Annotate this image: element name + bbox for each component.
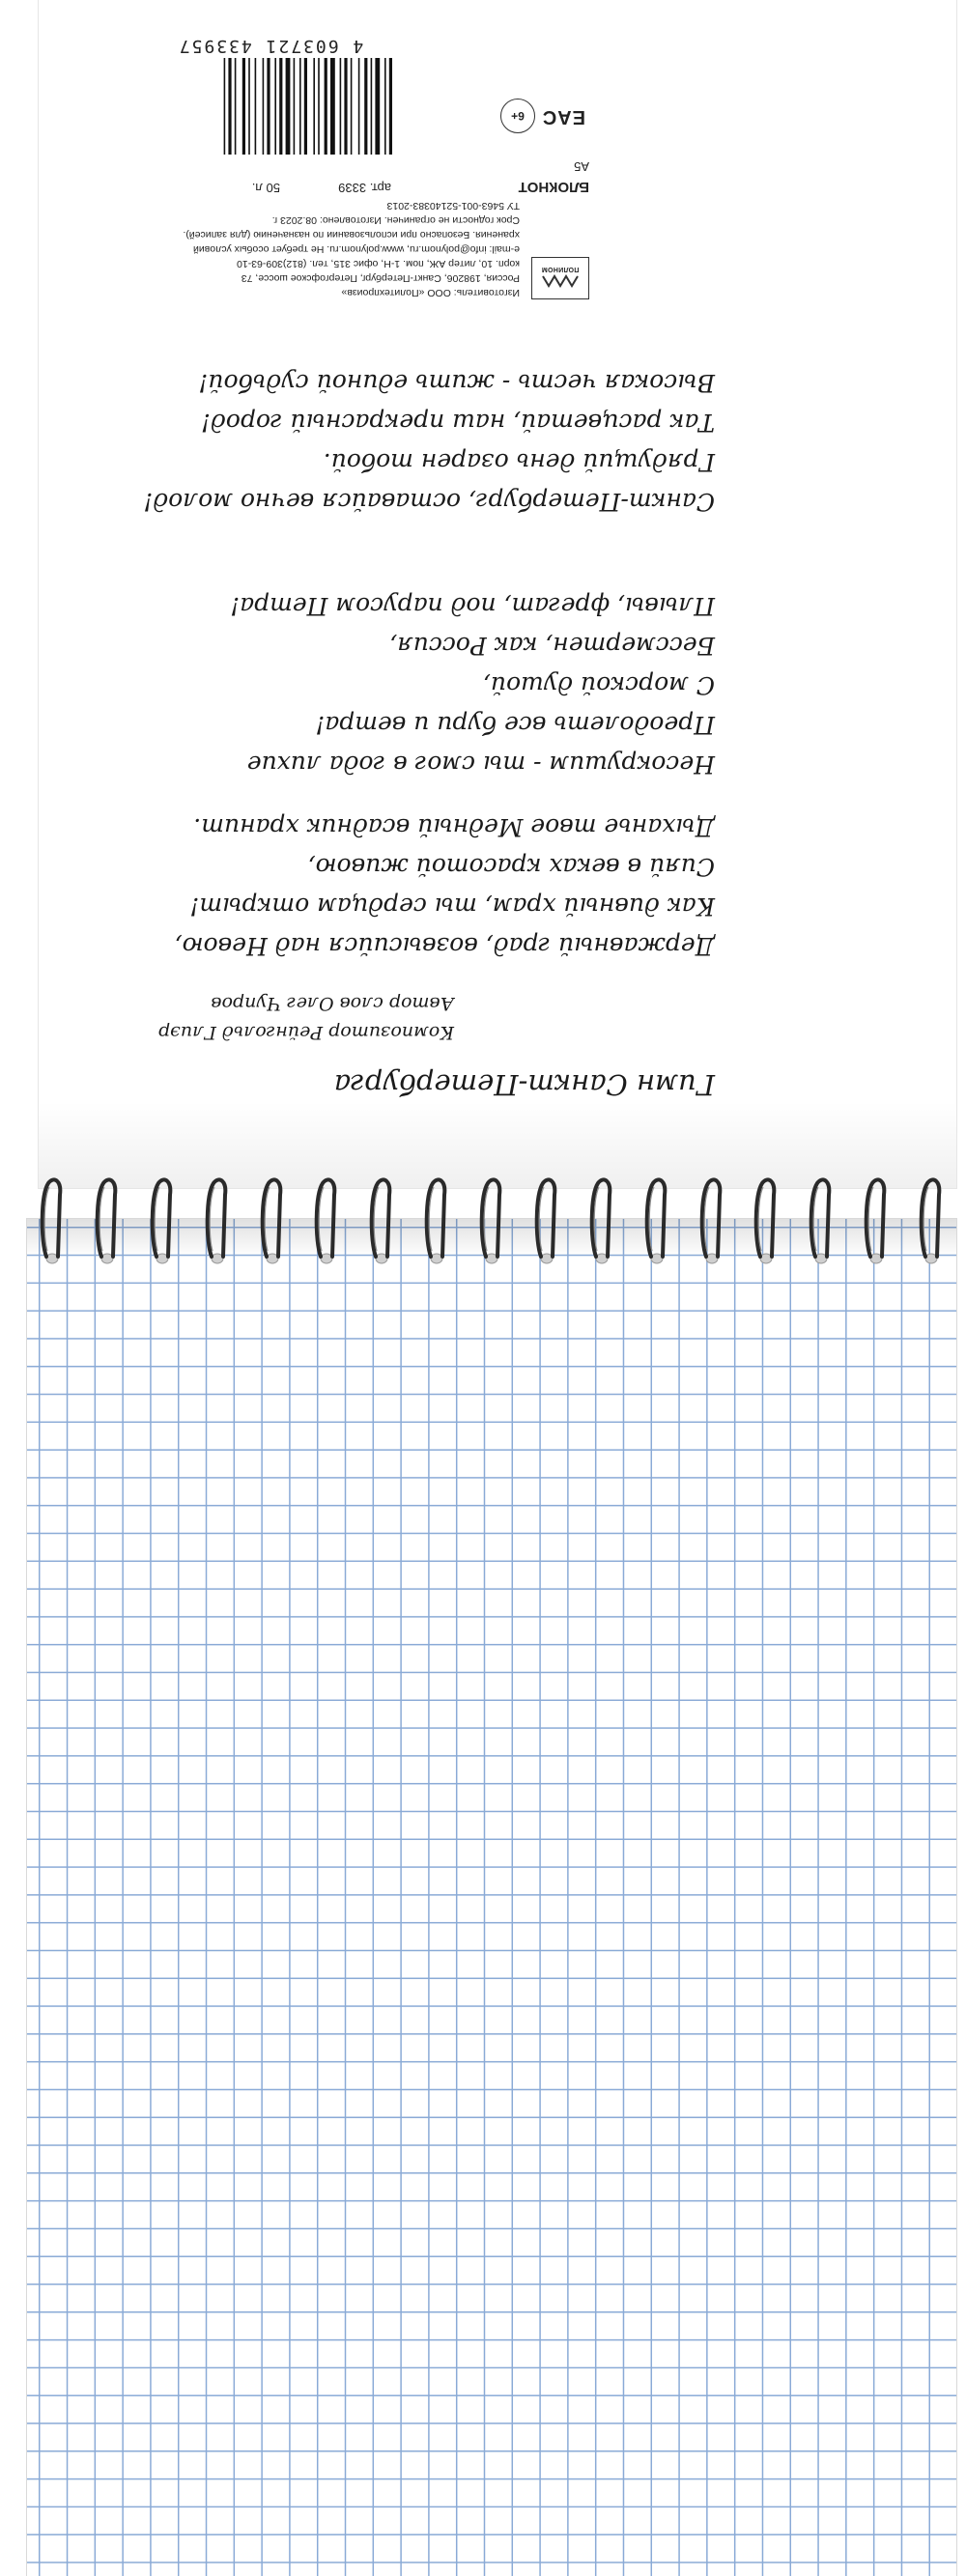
- spiral-ring: [641, 1174, 670, 1280]
- spiral-ring: [531, 1174, 560, 1280]
- spiral-ring: [476, 1174, 505, 1280]
- age-rating-badge: 6+: [500, 99, 535, 133]
- manufacturer-line: корп. 10, литер АЖ, пом. 1-Н, офис 315, тел. (812)309-63-10: [237, 258, 520, 269]
- brand-logo-text: ПОЛИНОМ: [541, 266, 580, 273]
- manufacturer-line: Изготовитель: ООО «Политехпроизв»: [341, 287, 520, 298]
- spiral-ring: [147, 1174, 176, 1280]
- spiral-ring: [806, 1174, 835, 1280]
- verse-line: Санкт-Петербург, оставайся вечно молод!: [143, 488, 715, 516]
- barcode-number: 4 603721 433957: [177, 36, 364, 56]
- manufacturer-info: [66, 198, 520, 299]
- verse-3: [116, 363, 715, 522]
- spiral-ring: [366, 1174, 395, 1280]
- product-label: [58, 29, 599, 299]
- cover-rotated-content: [39, 0, 956, 1188]
- verse-1: [116, 807, 715, 966]
- brand-logo: [531, 257, 589, 299]
- page-count: 50 л.: [251, 181, 280, 195]
- lyricist-credit: Автор слов Олег Чупров: [211, 993, 454, 1014]
- product-format: А5: [574, 159, 589, 174]
- verse-line: Сияй в веках красотой живою,: [307, 853, 715, 881]
- spiral-ring: [311, 1174, 340, 1280]
- manufacturer-line: Россия, 198206, Санкт-Петербург, Петергофское шоссе, 73: [241, 272, 520, 284]
- composer-credit: Композитор Рейнгольд Глиэр: [158, 1022, 454, 1043]
- manufacturer-line: e-mail: info@polynom.ru, www.polynom.ru. Не требует особых условий: [192, 243, 520, 255]
- spiral-binding: [0, 1174, 966, 1280]
- wave-logo-icon: [541, 273, 580, 291]
- spiral-ring: [586, 1174, 615, 1280]
- verse-2: [116, 586, 715, 784]
- verse-line: Высокая честь - жить единой судьбой!: [198, 369, 715, 397]
- hymn-title: Гимн Санкт-Петербурга: [333, 1068, 715, 1101]
- spiral-ring: [916, 1174, 945, 1280]
- spiral-ring: [257, 1174, 286, 1280]
- verse-line: Плывы, фрегат, под парусом Петра!: [230, 592, 715, 620]
- article-number: арт. 3339: [338, 181, 391, 195]
- verse-line: Как дивный храм, ты сердцам открыт!: [189, 892, 715, 920]
- verse-line: Бессмертен, как Россия,: [389, 632, 715, 660]
- verse-line: С морской душой,: [482, 671, 715, 699]
- manufacturer-line: Срок годности не ограничен. Изготовлено: 08.2023 г.: [271, 214, 520, 226]
- spiral-ring: [751, 1174, 780, 1280]
- barcode-icon: [145, 58, 396, 155]
- verse-line: Преодолеть все бури и ветра!: [315, 711, 715, 739]
- verse-line: Державный град, возвысийся над Невою,: [174, 932, 715, 960]
- notebook-cover: [39, 0, 956, 1188]
- manufacturer-line: ТУ 5463-001-52140383-2013: [386, 200, 520, 212]
- spiral-ring: [202, 1174, 231, 1280]
- verse-line: Дыханье твое Медный всадник хранит.: [193, 813, 715, 841]
- spiral-ring: [37, 1174, 66, 1280]
- spiral-ring: [861, 1174, 890, 1280]
- spiral-ring: [696, 1174, 725, 1280]
- grid-paper-page: [27, 1219, 956, 2576]
- eac-mark: EAC: [541, 106, 585, 127]
- manufacturer-line: хранения. Безопасно при использовании по назначению (для записей).: [183, 229, 520, 241]
- product-name: БЛОКНОТ: [518, 179, 589, 195]
- verse-line: Несокрушим - ты смог в года лихие: [246, 750, 715, 778]
- spiral-ring: [421, 1174, 450, 1280]
- spiral-ring: [92, 1174, 121, 1280]
- verse-line: Так расцветай, наш прекрасный город!: [200, 409, 715, 437]
- verse-line: Грядущий день озарен тобой.: [323, 448, 715, 476]
